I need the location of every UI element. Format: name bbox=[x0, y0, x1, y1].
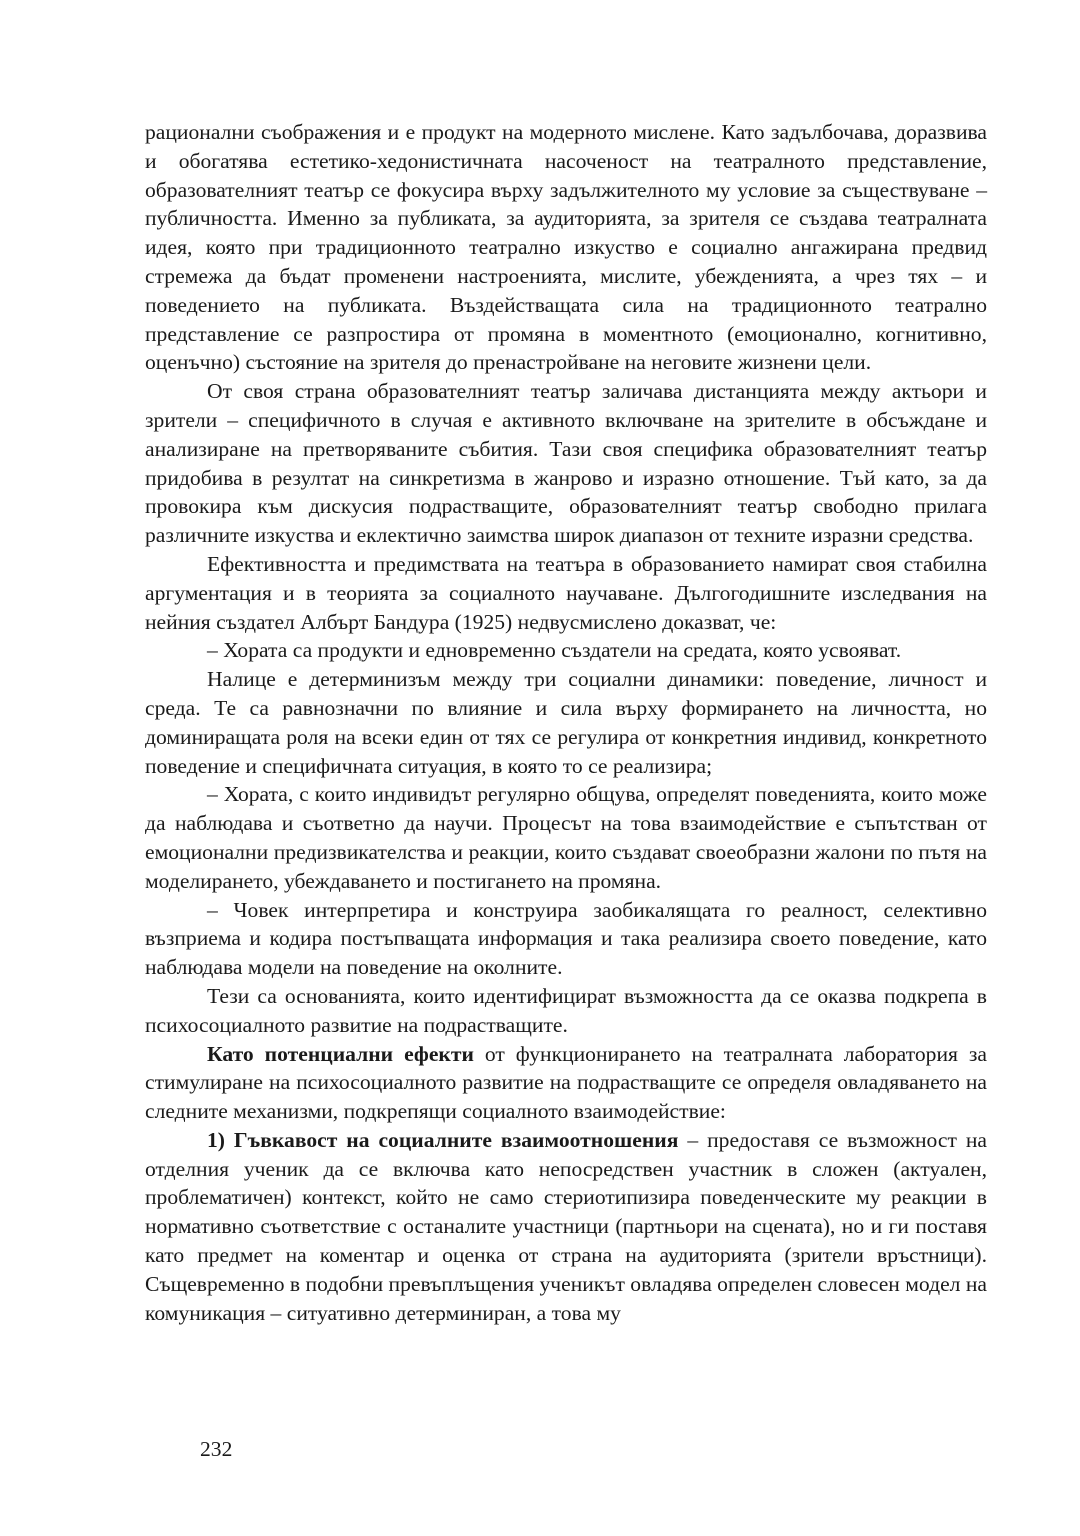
document-body bbox=[145, 118, 987, 1327]
page-number: 232 bbox=[200, 1437, 233, 1461]
paragraph-7-text: – предоставя се възможност на отделния ученик да се включва като непосредствен участник в сложен (актуален, проблематичен) контекст, който не само стериотипизира поведенческите му реакции в нормативно съответствие с останалите участници (партньори на сцената), но и ги поставя като предмет на коментар и оценка от страна на аудиторията (зрители връстници). Същевременно в подобни превъплъщения ученикът овладява определен словесен модел на комуникация – ситуативно детерминиран, а това му bbox=[145, 1127, 988, 1325]
paragraph-5: Тези са основанията, които идентифицират възможността да се оказва подкрепа в психосоциалното развитие на подрастващите. bbox=[145, 983, 987, 1037]
bold-lead-1: Като потенциални ефекти bbox=[207, 1041, 474, 1066]
paragraph-4: Налице е детерминизъм между три социални динамики: поведение, личност и среда. Те са равнозначни по влияние и сила върху формирането на личността, но доминиращата роля на всеки един от тях се регулира от конкретния индивид, конкретното поведение и специфичната ситуация, в която то се реализира; bbox=[145, 667, 987, 778]
paragraph-6-text: от функционирането на театралната лаборатория за стимулиране на психосоциалното развитие на подрастващите се определя овладяването на следните механизми, подкрепящи социалното взаимодействие: bbox=[145, 1041, 987, 1124]
list-item-1: – Хората са продукти и едновременно създатели на средата, която усвояват. bbox=[207, 638, 902, 663]
paragraph-1: рационални съображения и е продукт на модерното мислене. Като задълбочава, доразвива и обогатява естетико-хедонистичната насоченост на театралното представление, образователният театър се фокусира върху задължителното му условие за съществуване – публичността. Именно за публиката, за аудиторията, за зрителя се създава театралната идея, която при традиционното театрално изкуство е социално ангажирана предвид стремежа да бъдат променени настроенията, мислите, убежденията, а чрез тях – и поведението на публиката. Въздействащата сила на традиционното театрално представление се разпростира от промяна в моментното (емоционално, когнитивно, оценъчно) състояние на зрителя до пренастройване на неговите жизнени цели. bbox=[145, 120, 987, 375]
paragraph-7 bbox=[145, 1126, 987, 1328]
list-item-3: – Човек интерпретира и конструира заобикалящата го реалност, селективно възприема и кодира постъпващата информация и така реализира своето поведение, като наблюдава модели на поведение на околните. bbox=[145, 897, 987, 980]
paragraph-3: Ефективността и предимствата на театъра в образованието намират своя стабилна аргументация и в теорията за социалното научаване. Дългогодишните изследвания на нейния създател Албърт Бандура (1925) недвусмислено доказват, че: bbox=[145, 551, 987, 634]
paragraph-2: От своя страна образователният театър заличава дистанцията между актьори и зрители – специфичното в случая е активното включване на зрителите в обсъждане и анализиране на претворяваните събития. Тази своя специфика образователният театър придобива в резултат на синкретизма в жанрово и изразно отношение. Тъй като, за да провокира към дискусия подрастващите, образователният театър свободно прилага различните изкуства и еклектично заимства широк диапазон от техните изразни средства. bbox=[145, 379, 987, 548]
list-item-2: – Хората, с които индивидът регулярно общува, определят поведенията, които може да наблюдава и съответно да научи. Процесът на това взаимодействие е съпътстван от емоционални предизвикателства и реакции, които създават своеобразни жалони по пътя на моделирането, убеждаването и постигането на промяна. bbox=[145, 782, 987, 893]
bold-lead-2: 1) Гъвкавост на социалните взаимоотношения bbox=[207, 1127, 679, 1152]
paragraph-6 bbox=[145, 1040, 987, 1126]
